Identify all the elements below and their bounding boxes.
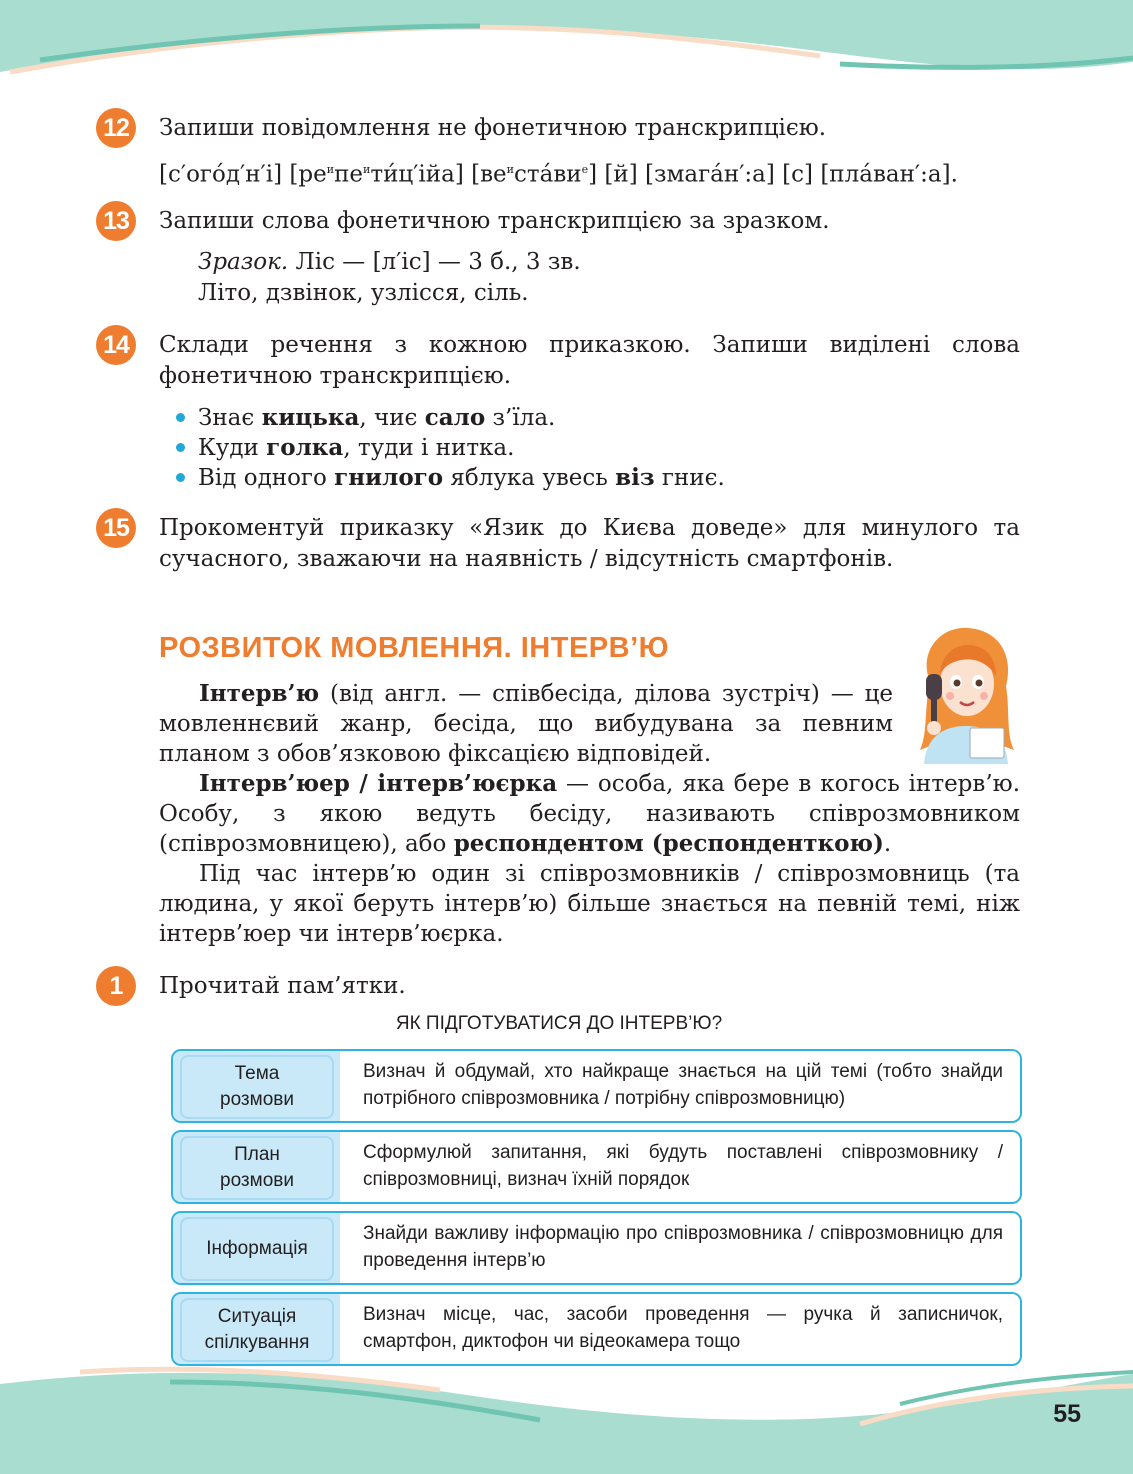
girl-with-microphone-illustration (910, 622, 1020, 764)
memo-label: Тема розмови (180, 1055, 334, 1119)
intro-paragraph-3 (159, 859, 1020, 949)
exercise-13-words: Літо, дзвінок, узлісся, сіль. (198, 280, 529, 306)
exercise-15-task: Прокоментуй приказку «Язик до Києва доведе» для минулого та сучасного, зважаючи на наявність / відсутність смартфонів. (159, 515, 1020, 572)
memo-row-information (171, 1211, 1022, 1285)
section-title: РОЗВИТОК МОВЛЕННЯ. ІНТЕРВ’Ю (159, 632, 670, 664)
intro-paragraph-1 (159, 679, 893, 769)
term-respondent: респондентом (респонденткою) (453, 830, 884, 857)
exercise-12-transcription: [с′ого́д′н′і] $[ре^ипе^ити́ц'ійа]$ $[ве^иста́ви^е]$ [й] [змага́н′:а] [с] [пла́ван′:а]. (159, 161, 958, 188)
exercise-13-sample (198, 247, 581, 278)
memo-row-topic (171, 1049, 1022, 1123)
memo-label: Інформація (180, 1217, 334, 1281)
top-wave-decoration (0, 0, 1133, 90)
exercise-14-task: Склади речення з кожною приказкою. Запиши виділені слова фонетичною транскрипцією. (159, 332, 1020, 389)
memo-text: Визнач й обдумай, хто найкраще знається на цій темі (тобто знайди потрібного співрозмовника / потрібну співрозмовницю) (363, 1061, 1003, 1109)
term-interview: Інтерв’ю (199, 680, 320, 707)
sample-label: Зразок. (198, 249, 289, 275)
bullet-dot-icon (176, 443, 185, 452)
exercise-14-badge: 14 (96, 325, 136, 365)
term-interviewer: Інтерв’юер / інтерв’юєрка (199, 770, 558, 797)
exercise-1-badge: 1 (96, 966, 136, 1006)
page-number: 55 (1053, 1400, 1081, 1428)
exercise-15-badge: 15 (96, 508, 136, 548)
memo-text: Знайди важливу інформацію про співрозмовника / співрозмовницю для проведення інтерв’ю (363, 1223, 1003, 1271)
paragraph-3-text: Під час інтерв’ю один зі співрозмовників / співрозмовниць (та людина, у якої беруть інтерв’ю) більше знається на певній темі, ніж інтерв’юер чи інтерв’юєрка. (159, 861, 1020, 947)
intro-paragraph-2 (159, 769, 1020, 859)
exercise-13-badge: 13 (96, 201, 136, 241)
bullet-dot-icon (176, 473, 185, 482)
exercise-12-task: Запиши повідомлення не фонетичною транскрипцією. (159, 115, 827, 141)
memo-text: Сформулюй запитання, які будуть поставлені співрозмовнику / співрозмовниці, визнач їхній порядок (363, 1142, 1003, 1190)
memo-text: Визнач місце, час, засоби проведення — ручка й записничок, смартфон, диктофон чи відеокамера тощо (363, 1304, 1003, 1352)
definition-interview: (від англ. — співбесіда, ділова зустріч) — це мовленнєвий жанр, бесіда, що вибудувана за певним планом з обов’язковою фіксацією відповідей. (159, 681, 893, 767)
definition-end: . (883, 831, 892, 857)
memo-row-situation (171, 1292, 1022, 1366)
table-title: ЯК ПІДГОТУВАТИСЯ ДО ІНТЕРВ’Ю? (395, 1013, 723, 1034)
memo-label: Ситуація спілкування (180, 1298, 334, 1362)
definition-interviewer: — особа, яка бере в когось інтерв’ю. Особу, з якою ведуть бесіду, називають співрозмовником (співрозмовницею), або (159, 771, 1020, 857)
proverb-1: Знає кицька, чиє сало з’їла. (198, 404, 556, 431)
sample-text: Ліс — [л′іс] — 3 б., 3 зв. (295, 249, 581, 275)
memo-label: План розмови (180, 1136, 334, 1200)
proverb-2: Куди голка, туди і нитка. (198, 434, 515, 461)
exercise-13-task: Запиши слова фонетичною транскрипцією за зразком. (159, 208, 830, 234)
bottom-wave-decoration (0, 1364, 1133, 1474)
memo-row-plan (171, 1130, 1022, 1204)
bullet-dot-icon (176, 413, 185, 422)
exercise-1-task: Прочитай пам’ятки. (159, 973, 406, 999)
exercise-12-badge: 12 (96, 108, 136, 148)
proverb-3: Від одного гнилого яблука увесь віз гниє. (198, 464, 725, 491)
